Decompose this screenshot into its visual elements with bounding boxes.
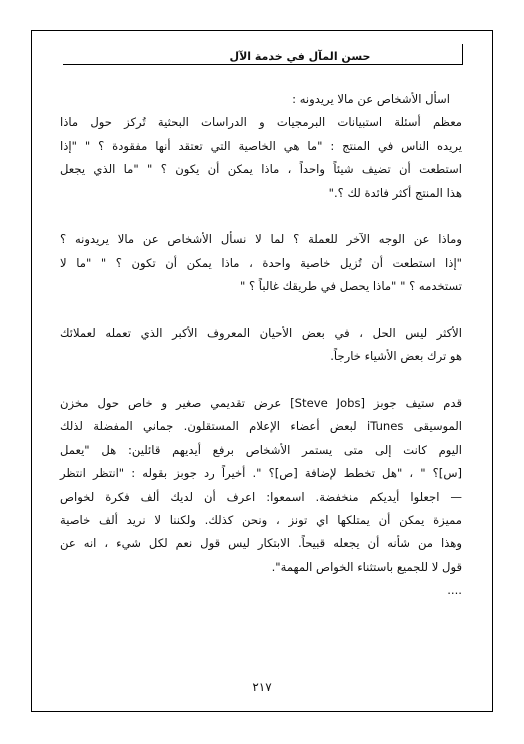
text-line: [س]؟ " ، "هل تخطط لإضافة [ص]؟ ". أخيراً رد جوبز بقوله : "انتظر انتظر (60, 466, 462, 481)
text-line: الأكثر ليس الحل ، في بعض الأحيان المعروف الأكبر الذي تعمله لعملائك (60, 325, 462, 340)
page-header-title: حسن المآل في خدمة الآل (229, 50, 371, 63)
text-line: وماذا عن الوجه الآخر للعملة ؟ لما لا نسأل الأشخاص عن مالا يريدونه ؟ (60, 232, 462, 247)
paragraph-gap (60, 205, 462, 228)
text-line: هو ترك بعض الأشياء خارجاً. (330, 349, 462, 364)
paragraph-gap (60, 299, 462, 322)
text-line: استطعت أن تضيف شيئاً واحداً ، ماذا يمكن أن يكون ؟ " "ما الذي يجعل (60, 162, 462, 177)
text-line: تستخدمه ؟ " "ماذا يحصل في طريقك غالباً ؟ " (239, 279, 462, 294)
ellipsis-line: .... (447, 583, 462, 598)
text-line: — اجعلوا أيديكم منخفضة. اسمعوا: اعرف أن لديك ألف فكرة لخواص (60, 489, 462, 504)
page-number: ٢١٧ (252, 680, 272, 694)
text-line: هذا المنتج أكثر فائدة لك ؟." (328, 185, 462, 200)
header-rule (63, 64, 463, 65)
text-line: قول لا للجميع باستثناء الخواص المهمة". (271, 559, 462, 574)
text-line: "إذا استطعت أن تُزيل خاصية واحدة ، ماذا يمكن أن تكون ؟ " "ما لا (60, 255, 462, 270)
text-line: اليوم كانت إلى متى يستمر الأشخاص برفع أيديهم قائلين: هل "يعمل (60, 442, 462, 457)
paragraph-gap (60, 369, 462, 392)
text-line: معظم أسئلة استبيانات البرمجيات و الدراسات البحثية تُركز حول ماذا (60, 115, 462, 130)
text-line: يريده الناس في المنتج : "ما هي الخاصية التي تعتقد أنها مفقودة ؟ " "إذا (60, 138, 462, 153)
text-line: قدم ستيف جوبز [Steve Jobs] عرض تقديمي صغير و خاص حول مخزن (60, 396, 462, 411)
header-tick (462, 44, 463, 65)
text-line: اسأل الأشخاص عن مالا يريدونه : (292, 92, 450, 106)
body-text (60, 88, 462, 603)
text-line: وهذا من شأنه أن يجعله قبيحاً. الابتكار ليس قول نعم لكل شيء ، انه عن (60, 536, 462, 551)
text-line: الموسيقى iTunes لبعض أعضاء الإعلام المستقلون. جماني المفضلة لذلك (60, 419, 462, 434)
text-line: مميزة يمكن أن يمتلكها اي تونز ، ونحن كذلك. ولكننا لا نريد ألف خاصية (60, 513, 462, 528)
